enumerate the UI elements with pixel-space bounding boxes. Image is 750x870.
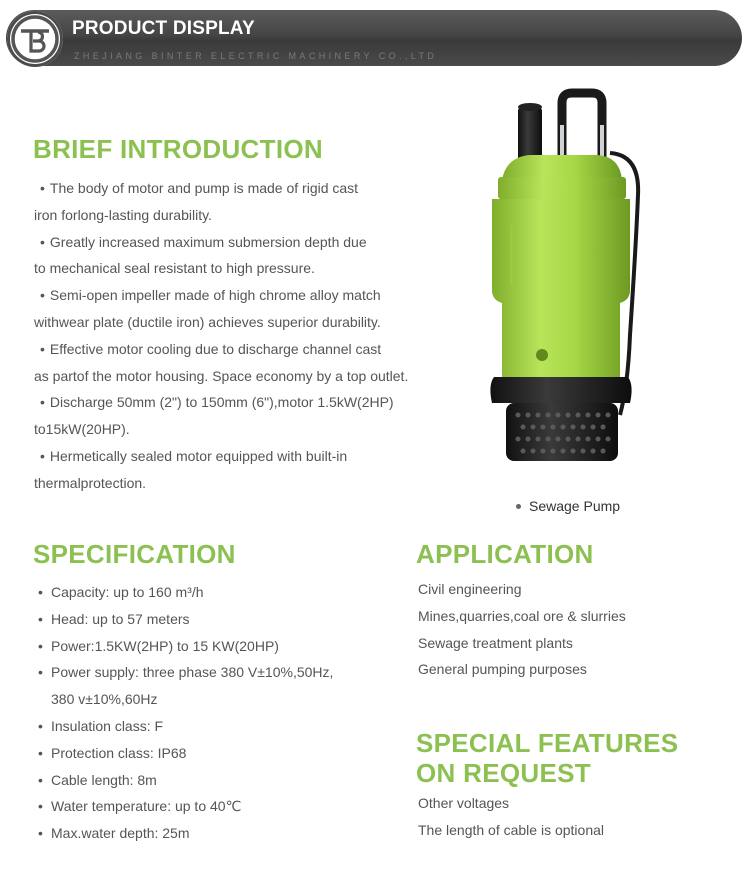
intro-line: to15kW(20HP). bbox=[34, 421, 130, 438]
special-features-heading-line1: SPECIAL FEATURES bbox=[416, 728, 679, 758]
list-item: Civil engineering bbox=[418, 581, 522, 597]
list-item: Other voltages bbox=[418, 795, 510, 811]
product-caption: Sewage Pump bbox=[516, 498, 620, 514]
intro-line: • The body of motor and pump is made of rigid cast bbox=[40, 180, 359, 196]
list-item: 380 v±10%,60Hz bbox=[51, 691, 158, 708]
intro-line: • Effective motor cooling due to discharge channel cast bbox=[40, 340, 382, 357]
special-features-list bbox=[418, 790, 604, 844]
banner-title: PRODUCT DISPLAY bbox=[72, 18, 255, 39]
intro-line: withwear plate (ductile iron) achieves superior durability. bbox=[34, 313, 381, 330]
intro-line: • Discharge 50mm (2") to 150mm (6"),motor 1.5kW(2HP) bbox=[40, 394, 394, 411]
intro-line: iron forlong-lasting durability. bbox=[34, 206, 212, 223]
list-item: • Head: up to 57 meters bbox=[38, 610, 190, 627]
binter-logo-icon bbox=[7, 11, 63, 67]
intro-line: • Greatly increased maximum submersion depth due bbox=[40, 233, 367, 250]
list-item: The length of cable is optional bbox=[418, 821, 605, 838]
specification-list bbox=[38, 579, 333, 847]
list-item: • Capacity: up to 160 m³/h bbox=[38, 584, 204, 600]
intro-line: to mechanical seal resistant to high pressure. bbox=[34, 260, 315, 277]
list-item: • Power supply: three phase 380 V±10%,50Hz, bbox=[38, 664, 334, 681]
special-features-heading bbox=[416, 728, 678, 788]
intro-line: • Hermetically sealed motor equipped with built-in bbox=[40, 447, 348, 464]
list-item: • Max.water depth: 25m bbox=[38, 825, 190, 842]
sewage-pump-image bbox=[470, 85, 680, 475]
banner-subtitle: ZHEJIANG BINTER ELECTRIC MACHINERY CO.,LTD bbox=[74, 51, 438, 61]
special-features-heading-line2: ON REQUEST bbox=[416, 758, 591, 788]
application-heading: APPLICATION bbox=[416, 539, 594, 569]
list-item: Sewage treatment plants bbox=[418, 634, 573, 651]
bullet-icon bbox=[516, 504, 521, 509]
brief-introduction-heading: BRIEF INTRODUCTION bbox=[33, 134, 323, 164]
specification-heading: SPECIFICATION bbox=[33, 539, 236, 569]
list-item: Mines,quarries,coal ore & slurries bbox=[418, 607, 626, 624]
list-item: • Water temperature: up to 40℃ bbox=[38, 798, 242, 815]
list-item: General pumping purposes bbox=[418, 661, 587, 678]
list-item: • Power:1.5KW(2HP) to 15 KW(20HP) bbox=[38, 637, 279, 654]
intro-line: thermalprotection. bbox=[34, 474, 147, 491]
intro-line: • Semi-open impeller made of high chrome alloy match bbox=[40, 287, 381, 304]
list-item: • Protection class: IP68 bbox=[38, 744, 187, 761]
brief-introduction-text bbox=[34, 175, 454, 497]
list-item: • Cable length: 8m bbox=[38, 771, 157, 788]
application-list bbox=[418, 576, 626, 683]
list-item: • Insulation class: F bbox=[38, 717, 164, 734]
intro-line: as partof the motor housing. Space economy by a top outlet. bbox=[34, 367, 409, 384]
